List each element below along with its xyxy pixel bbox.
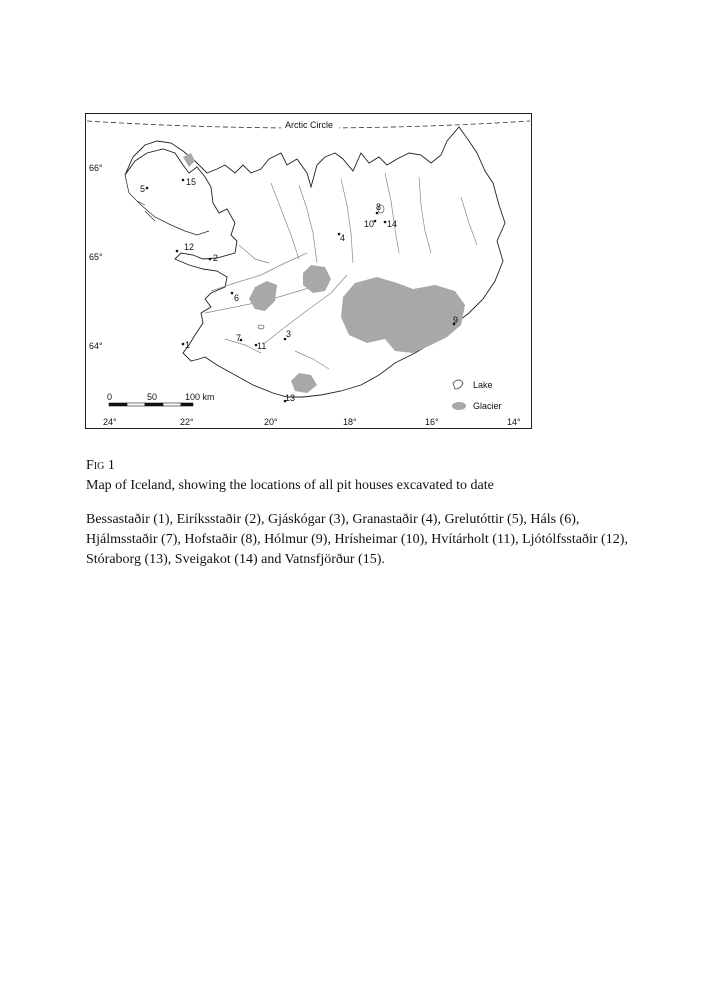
lat-label-66: 66° <box>89 163 103 173</box>
site-label-13: 13 <box>285 393 296 403</box>
site-marker-5 <box>146 187 149 190</box>
glacier-legend-icon <box>452 402 466 410</box>
site-marker-15 <box>182 179 185 182</box>
lon-label-18: 18° <box>343 417 357 427</box>
site-label-15: 15 <box>186 177 197 187</box>
site-label-11: 11 <box>257 341 267 351</box>
site-marker-8 <box>376 212 379 215</box>
site-label-8: 8 <box>376 202 382 212</box>
site-label-10: 10 <box>364 219 375 229</box>
scale-tick-0: 0 <box>107 392 113 402</box>
site-label-14: 14 <box>387 219 398 229</box>
arctic-circle-label: Arctic Circle <box>285 120 334 130</box>
site-marker-2 <box>209 258 212 261</box>
lat-label-65: 65° <box>89 252 103 262</box>
site-marker-1 <box>182 343 185 346</box>
figure-label: Fig 1 <box>86 458 115 473</box>
scale-tick-100km: 100 km <box>185 392 215 402</box>
lon-label-24: 24° <box>103 417 117 427</box>
site-label-5: 5 <box>140 184 146 194</box>
site-marker-14 <box>384 221 387 224</box>
lon-label-14: 14° <box>507 417 521 427</box>
site-label-1: 1 <box>185 340 191 350</box>
site-list-paragraph: Bessastaðir (1), Eiríksstaðir (2), Gjáskógar (3), Granastaðir (4), Grelutóttir (5), Háls (6), Hjálmsstaðir (7), Hofstaðir (8), Hólmur (9), Hrísheimar (10), Hvítárholt (11), Ljótólfsstaðir (12), Stóraborg (13), Sveigakot (14) and Vatnsfjörður (15). <box>86 512 628 567</box>
site-label-12: 12 <box>184 242 195 252</box>
site-marker-6 <box>231 292 234 295</box>
figure-title: Map of Iceland, showing the locations of all pit houses excavated to date <box>86 478 494 493</box>
site-label-3: 3 <box>286 329 292 339</box>
map-of-iceland <box>85 113 532 429</box>
figure-caption <box>86 456 646 496</box>
site-label-9: 9 <box>453 315 459 325</box>
lon-label-16: 16° <box>425 417 439 427</box>
site-marker-10 <box>374 220 377 223</box>
site-label-4: 4 <box>340 233 346 243</box>
site-label-2: 2 <box>213 253 219 263</box>
lon-label-22: 22° <box>180 417 194 427</box>
legend-lake-label: Lake <box>473 380 493 390</box>
scale-tick-50: 50 <box>147 392 158 402</box>
lat-label-64: 64° <box>89 341 103 351</box>
site-label-6: 6 <box>234 293 240 303</box>
legend-glacier-label: Glacier <box>473 401 502 411</box>
site-marker-12 <box>176 250 179 253</box>
site-label-7: 7 <box>236 333 242 343</box>
lon-label-20: 20° <box>264 417 278 427</box>
